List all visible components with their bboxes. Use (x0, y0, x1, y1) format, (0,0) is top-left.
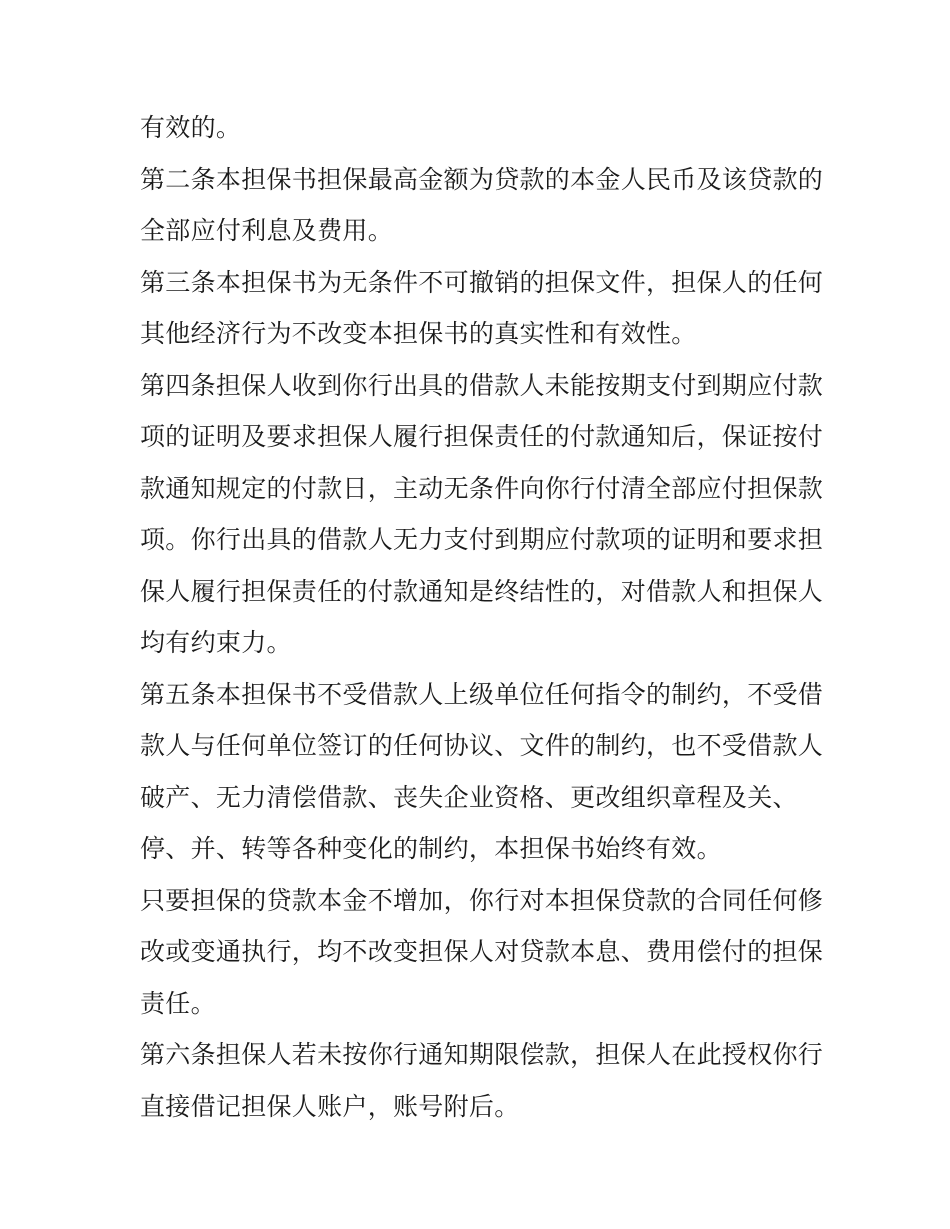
text-line: 改或变通执行，均不改变担保人对贷款本息、费用偿付的担保 (140, 937, 824, 966)
text-line: 款通知规定的付款日，主动无条件向你行付清全部应付担保款 (140, 474, 824, 503)
text-line: 项的证明及要求担保人履行担保责任的付款通知后，保证按付 (140, 422, 824, 451)
text-line: 款人与任何单位签订的任何协议、文件的制约，也不受借款人 (140, 731, 824, 760)
text-line: 项。你行出具的借款人无力支付到期应付款项的证明和要求担 (140, 525, 824, 554)
text-line: 其他经济行为不改变本担保书的真实性和有效性。 (140, 319, 697, 348)
text-line: 第六条担保人若未按你行通知期限偿款，担保人在此授权你行 (140, 1040, 824, 1069)
text-line: 只要担保的贷款本金不增加，你行对本担保贷款的合同任何修 (140, 886, 824, 915)
text-line: 保人履行担保责任的付款通知是终结性的，对借款人和担保人 (140, 577, 824, 606)
text-line: 第五条本担保书不受借款人上级单位任何指令的制约，不受借 (140, 680, 824, 709)
text-line: 第二条本担保书担保最高金额为贷款的本金人民币及该贷款的 (140, 165, 824, 194)
text-line: 停、并、转等各种变化的制约，本担保书始终有效。 (140, 834, 722, 863)
text-line: 第四条担保人收到你行出具的借款人未能按期支付到期应付款 (140, 371, 824, 400)
text-line: 均有约束力。 (140, 628, 292, 657)
text-line: 直接借记担保人账户，账号附后。 (140, 1092, 520, 1121)
text-line: 全部应付利息及费用。 (140, 216, 394, 245)
text-line: 第三条本担保书为无条件不可撤销的担保文件，担保人的任何 (140, 268, 824, 297)
text-line: 有效的。 (140, 113, 242, 142)
text-line: 责任。 (140, 989, 216, 1018)
text-line: 破产、无力清偿借款、丧失企业资格、更改组织章程及关、 (140, 783, 798, 812)
